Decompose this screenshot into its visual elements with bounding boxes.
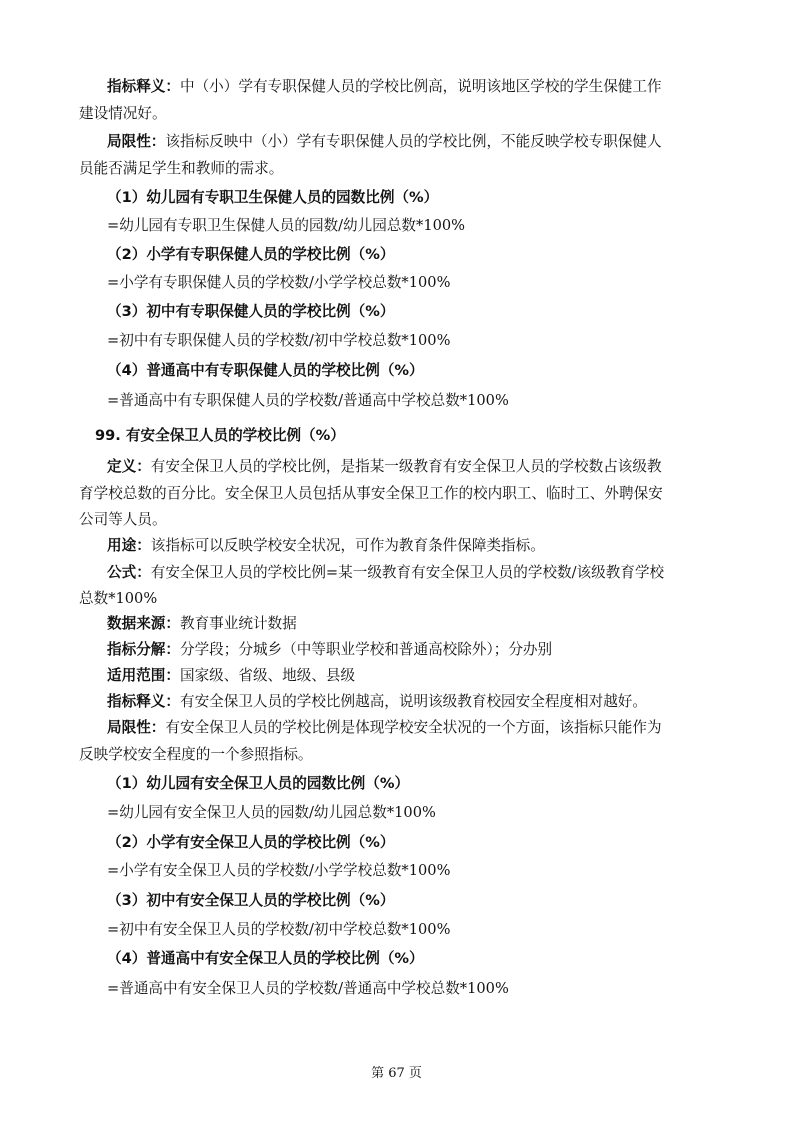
interp-line — [107, 692, 647, 712]
sub-heading: （1）幼儿园有安全保卫人员的园数比例（%） — [107, 775, 410, 792]
sub-formula: =普通高中有专职保健人员的学校数/普通高中学校总数*100% — [107, 392, 509, 409]
formula-text: 有安全保卫人员的学校比例=某一级教育有安全保卫人员的学校数/该级教育学校 — [150, 564, 665, 581]
limit-line-1 — [107, 718, 662, 738]
scope-label: 适用范围： — [107, 667, 180, 684]
section-title: 99. 有安全保卫人员的学校比例（%） — [95, 427, 345, 444]
limit-text: 该指标反映中（小）学有专职保健人员的学校比例，不能反映学校专职保健人 — [165, 133, 662, 150]
source-line — [107, 614, 297, 634]
source-label: 数据来源： — [107, 615, 180, 632]
definition-label: 定义： — [107, 458, 151, 475]
limit-text: 有安全保卫人员的学校比例是体现学校安全状况的一个方面，该指标只能作为 — [165, 719, 662, 736]
limit-label: 局限性： — [107, 719, 166, 736]
limit-paragraph-line-1 — [107, 132, 662, 152]
breakdown-label: 指标分解： — [107, 641, 180, 658]
sub-formula: =小学有安全保卫人员的学校数/小学学校总数*100% — [107, 862, 451, 879]
interp-text: 有安全保卫人员的学校比例越高，说明该级教育校园安全程度相对越好。 — [179, 693, 647, 710]
definition-line-3: 公司等人员。 — [79, 511, 167, 528]
sub-heading: （1）幼儿园有专职卫生保健人员的园数比例（%） — [107, 189, 439, 206]
definition-line-1 — [107, 457, 662, 477]
scope-line — [107, 666, 355, 686]
usage-label: 用途： — [107, 537, 151, 554]
sub-formula: =幼儿园有专职卫生保健人员的园数/幼儿园总数*100% — [107, 217, 466, 234]
sub-formula: =幼儿园有安全保卫人员的园数/幼儿园总数*100% — [107, 804, 436, 821]
formula-line-1 — [107, 563, 664, 583]
interp-paragraph-line-1 — [107, 77, 662, 97]
scope-text: 国家级、省级、地级、县级 — [179, 667, 356, 684]
sub-heading: （4）普通高中有安全保卫人员的学校比例（%） — [107, 950, 424, 967]
sub-heading: （3）初中有专职保健人员的学校比例（%） — [107, 303, 395, 320]
interp-paragraph-line-2: 建设情况好。 — [79, 105, 167, 122]
interp-label: 指标释义： — [107, 78, 180, 95]
interp-label: 指标释义： — [107, 693, 180, 710]
interp-text: 中（小）学有专职保健人员的学校比例高，说明该地区学校的学生保健工作 — [179, 78, 662, 95]
sub-formula: =初中有安全保卫人员的学校数/初中学校总数*100% — [107, 921, 451, 938]
definition-line-2: 育学校总数的百分比。安全保卫人员包括从事安全保卫工作的校内职工、临时工、外聘保安 — [79, 485, 663, 502]
formula-label: 公式： — [107, 564, 151, 581]
source-text: 教育事业统计数据 — [179, 615, 297, 632]
sub-heading: （3）初中有安全保卫人员的学校比例（%） — [107, 892, 395, 909]
limit-label: 局限性： — [107, 133, 166, 150]
sub-formula: =小学有专职保健人员的学校数/小学学校总数*100% — [107, 274, 451, 291]
breakdown-text: 分学段；分城乡（中等职业学校和普通高校除外）；分办别 — [179, 641, 553, 658]
page-number: 第 67 页 — [371, 1066, 422, 1081]
usage-text: 该指标可以反映学校安全状况，可作为教育条件保障类指标。 — [150, 537, 545, 554]
definition-text: 有安全保卫人员的学校比例，是指某一级教育有安全保卫人员的学校数占该级教 — [150, 458, 662, 475]
limit-line-2: 反映学校安全程度的一个参照指标。 — [79, 746, 313, 763]
usage-line — [107, 536, 545, 556]
limit-paragraph-line-2: 员能否满足学生和教师的需求。 — [79, 160, 284, 177]
formula-line-2: 总数*100% — [79, 590, 158, 607]
sub-formula: =普通高中有安全保卫人员的学校数/普通高中学校总数*100% — [107, 980, 509, 997]
breakdown-line — [107, 640, 552, 660]
sub-formula: =初中有专职保健人员的学校数/初中学校总数*100% — [107, 332, 451, 349]
sub-heading: （2）小学有专职保健人员的学校比例（%） — [107, 246, 395, 263]
sub-heading: （4）普通高中有专职保健人员的学校比例（%） — [107, 362, 424, 379]
sub-heading: （2）小学有安全保卫人员的学校比例（%） — [107, 834, 395, 851]
